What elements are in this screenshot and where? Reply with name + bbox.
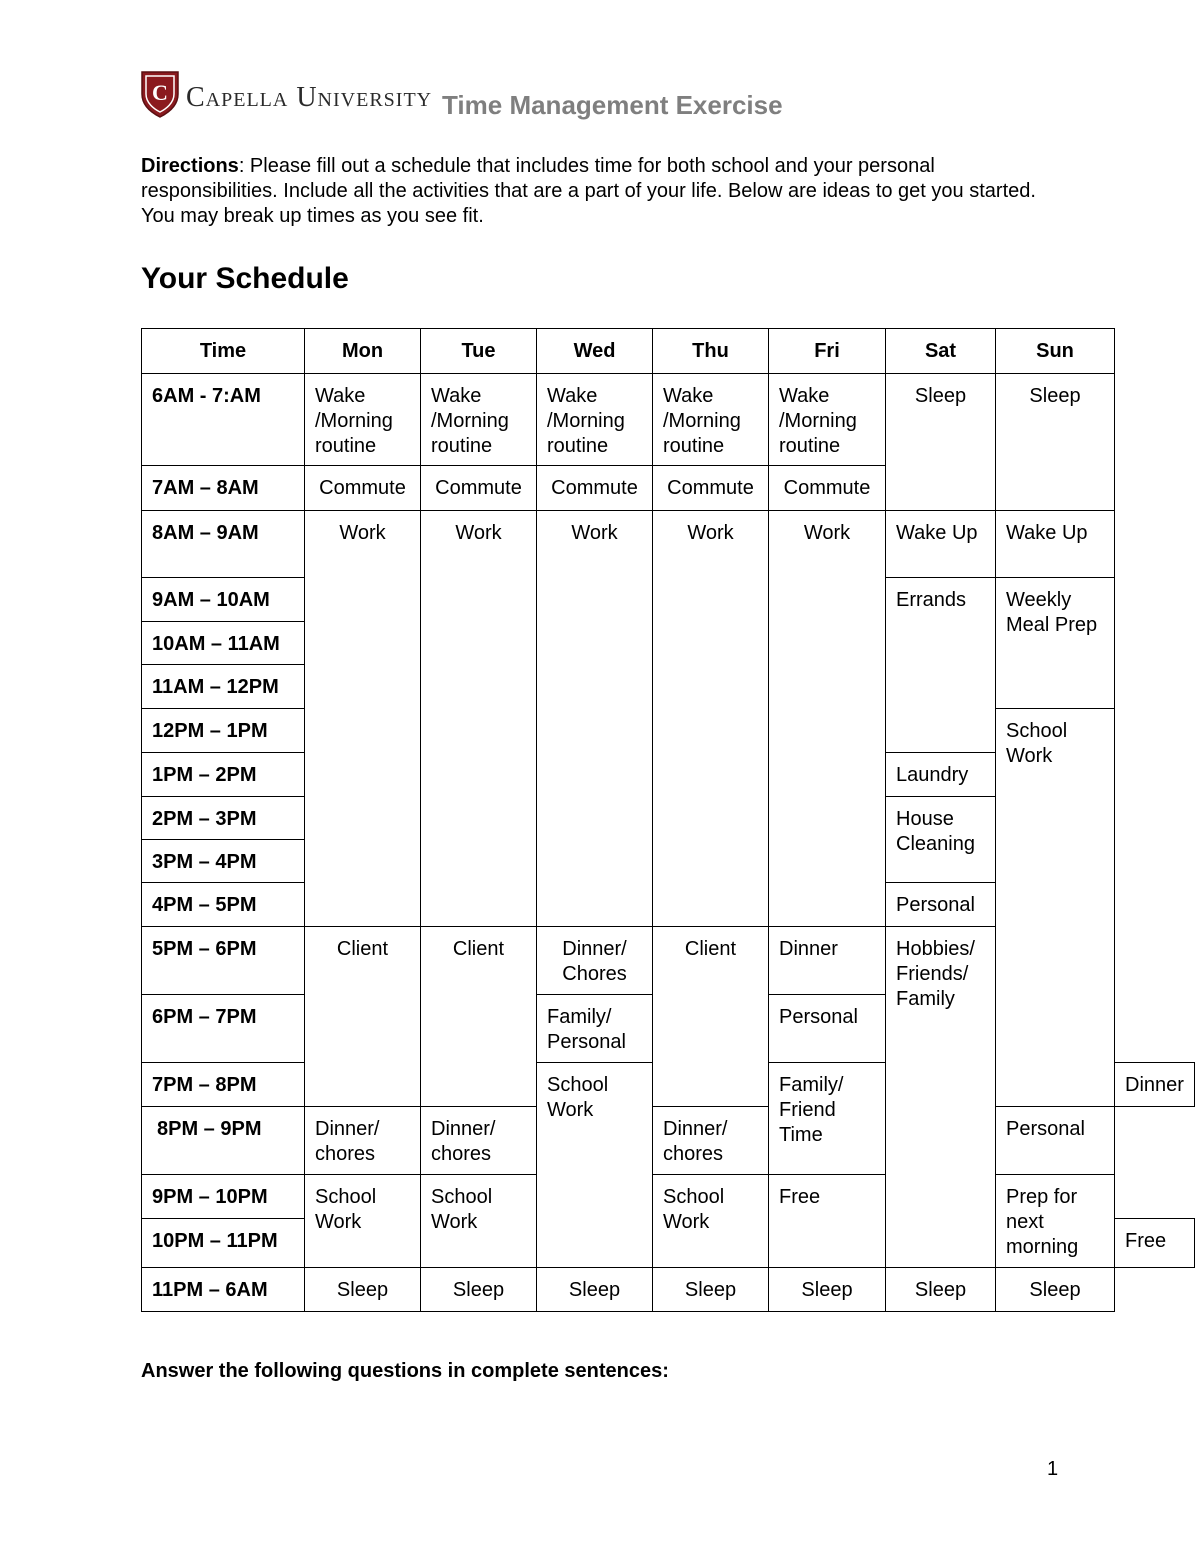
time-label: 1PM – 2PM: [142, 753, 305, 797]
questions-heading: Answer the following questions in complete sentences:: [141, 1360, 669, 1382]
cell-tue-commute: Commute: [421, 466, 537, 511]
document-header: [140, 68, 1040, 120]
document-title: Time Management Exercise: [442, 90, 783, 120]
table-row: [142, 374, 1195, 466]
cell-mon-client: Client: [305, 927, 421, 1107]
capella-crest-icon: [140, 68, 180, 118]
directions-paragraph: [141, 154, 1051, 229]
time-label: 3PM – 4PM: [142, 840, 305, 883]
cell-mon-dinner-chores: Dinner/ chores: [305, 1107, 421, 1175]
column-header-time: Time: [142, 329, 305, 374]
cell-mon-work: Work: [305, 511, 421, 927]
cell-thu-dinner-chores: Dinner/ chores: [653, 1107, 769, 1175]
cell-wed-sleep: Sleep: [537, 1268, 653, 1312]
cell-fri-personal: Personal: [769, 995, 886, 1063]
time-label: 11PM – 6AM: [142, 1268, 305, 1312]
section-heading: Your Schedule: [141, 262, 349, 295]
cell-tue-work: Work: [421, 511, 537, 927]
cell-thu-sleep: Sleep: [653, 1268, 769, 1312]
column-header-sat: Sat: [886, 329, 996, 374]
page-number: 1: [1047, 1458, 1059, 1480]
column-header-wed: Wed: [537, 329, 653, 374]
time-label: 7PM – 8PM: [142, 1063, 305, 1107]
cell-sun-personal: Personal: [996, 1107, 1115, 1175]
svg-text:C: C: [152, 80, 168, 105]
time-label: 9PM – 10PM: [142, 1175, 305, 1219]
time-label: 8PM – 9PM: [142, 1107, 305, 1175]
university-name: Capella University: [186, 82, 433, 113]
cell-thu-school-work: School Work: [653, 1175, 769, 1268]
directions-text: : Please fill out a schedule that includes time for both school and your personal responsibilities. Include all the activities that are a part of your life. Below are ideas to get you started. You may break up times as you see fit.: [141, 155, 1036, 227]
cell-tue-client: Client: [421, 927, 537, 1107]
time-label: 10AM – 11AM: [142, 622, 305, 665]
cell-sun-sleep: Sleep: [996, 374, 1115, 511]
column-header-sun: Sun: [996, 329, 1115, 374]
cell-sun-sleep-night: Sleep: [996, 1268, 1115, 1312]
time-label: 7AM – 8AM: [142, 466, 305, 511]
table-row: [142, 1107, 1195, 1175]
cell-sat-errands: Errands: [886, 578, 996, 753]
cell-fri-commute: Commute: [769, 466, 886, 511]
cell-wed-work: Work: [537, 511, 653, 927]
time-label: 6AM - 7:AM: [142, 374, 305, 466]
cell-wed-commute: Commute: [537, 466, 653, 511]
directions-label: Directions: [141, 155, 239, 177]
cell-fri-dinner: Dinner: [769, 927, 886, 995]
time-label: 8AM – 9AM: [142, 511, 305, 578]
table-row: [142, 1268, 1195, 1312]
cell-sat-sleep-night: Sleep: [886, 1268, 996, 1312]
cell-sat-wake-up: Wake Up: [886, 511, 996, 578]
schedule-table: [141, 328, 1195, 1312]
time-label: 6PM – 7PM: [142, 995, 305, 1063]
table-row: [142, 511, 1195, 578]
table-row: [142, 1175, 1195, 1219]
cell-mon-wake: Wake /Morning routine: [305, 374, 421, 466]
column-header-thu: Thu: [653, 329, 769, 374]
cell-thu-client: Client: [653, 927, 769, 1107]
cell-wed-family-personal: Family/ Personal: [537, 995, 653, 1063]
cell-fri-work: Work: [769, 511, 886, 927]
cell-sun-school-work: School Work: [996, 709, 1115, 1107]
cell-tue-sleep: Sleep: [421, 1268, 537, 1312]
cell-tue-dinner-chores: Dinner/ chores: [421, 1107, 537, 1175]
time-label: 4PM – 5PM: [142, 883, 305, 927]
time-label: 2PM – 3PM: [142, 797, 305, 840]
time-label: 9AM – 10AM: [142, 578, 305, 622]
cell-sun-prep: Prep for next morning: [996, 1175, 1115, 1268]
cell-thu-work: Work: [653, 511, 769, 927]
time-label: 10PM – 11PM: [142, 1219, 305, 1268]
cell-sat-hobbies: Hobbies/ Friends/ Family: [886, 927, 996, 1268]
cell-sat-free: Free: [1115, 1219, 1195, 1268]
cell-sat-personal: Personal: [886, 883, 996, 927]
time-label: 5PM – 6PM: [142, 927, 305, 995]
cell-mon-sleep: Sleep: [305, 1268, 421, 1312]
cell-mon-commute: Commute: [305, 466, 421, 511]
cell-tue-wake: Wake /Morning routine: [421, 374, 537, 466]
cell-fri-family-friend: Family/ Friend Time: [769, 1063, 886, 1175]
cell-wed-wake: Wake /Morning routine: [537, 374, 653, 466]
cell-wed-dinner-chores: Dinner/ Chores: [537, 927, 653, 995]
time-label: 11AM – 12PM: [142, 665, 305, 709]
header-row: [142, 329, 1195, 374]
cell-fri-wake: Wake /Morning routine: [769, 374, 886, 466]
cell-sun-meal-prep: Weekly Meal Prep: [996, 578, 1115, 709]
cell-sat-laundry: Laundry: [886, 753, 996, 797]
cell-tue-school-work: School Work: [421, 1175, 537, 1268]
cell-sat-sleep: Sleep: [886, 374, 996, 511]
cell-sat-house-cleaning: House Cleaning: [886, 797, 996, 883]
cell-fri-sleep: Sleep: [769, 1268, 886, 1312]
cell-sun-wake-up: Wake Up: [996, 511, 1115, 578]
cell-sun-dinner: Dinner: [1115, 1063, 1195, 1107]
time-label: 12PM – 1PM: [142, 709, 305, 753]
cell-thu-commute: Commute: [653, 466, 769, 511]
cell-mon-school-work: School Work: [305, 1175, 421, 1268]
column-header-fri: Fri: [769, 329, 886, 374]
cell-thu-wake: Wake /Morning routine: [653, 374, 769, 466]
column-header-tue: Tue: [421, 329, 537, 374]
column-header-mon: Mon: [305, 329, 421, 374]
cell-wed-school-work: School Work: [537, 1063, 653, 1268]
cell-fri-free: Free: [769, 1175, 886, 1268]
